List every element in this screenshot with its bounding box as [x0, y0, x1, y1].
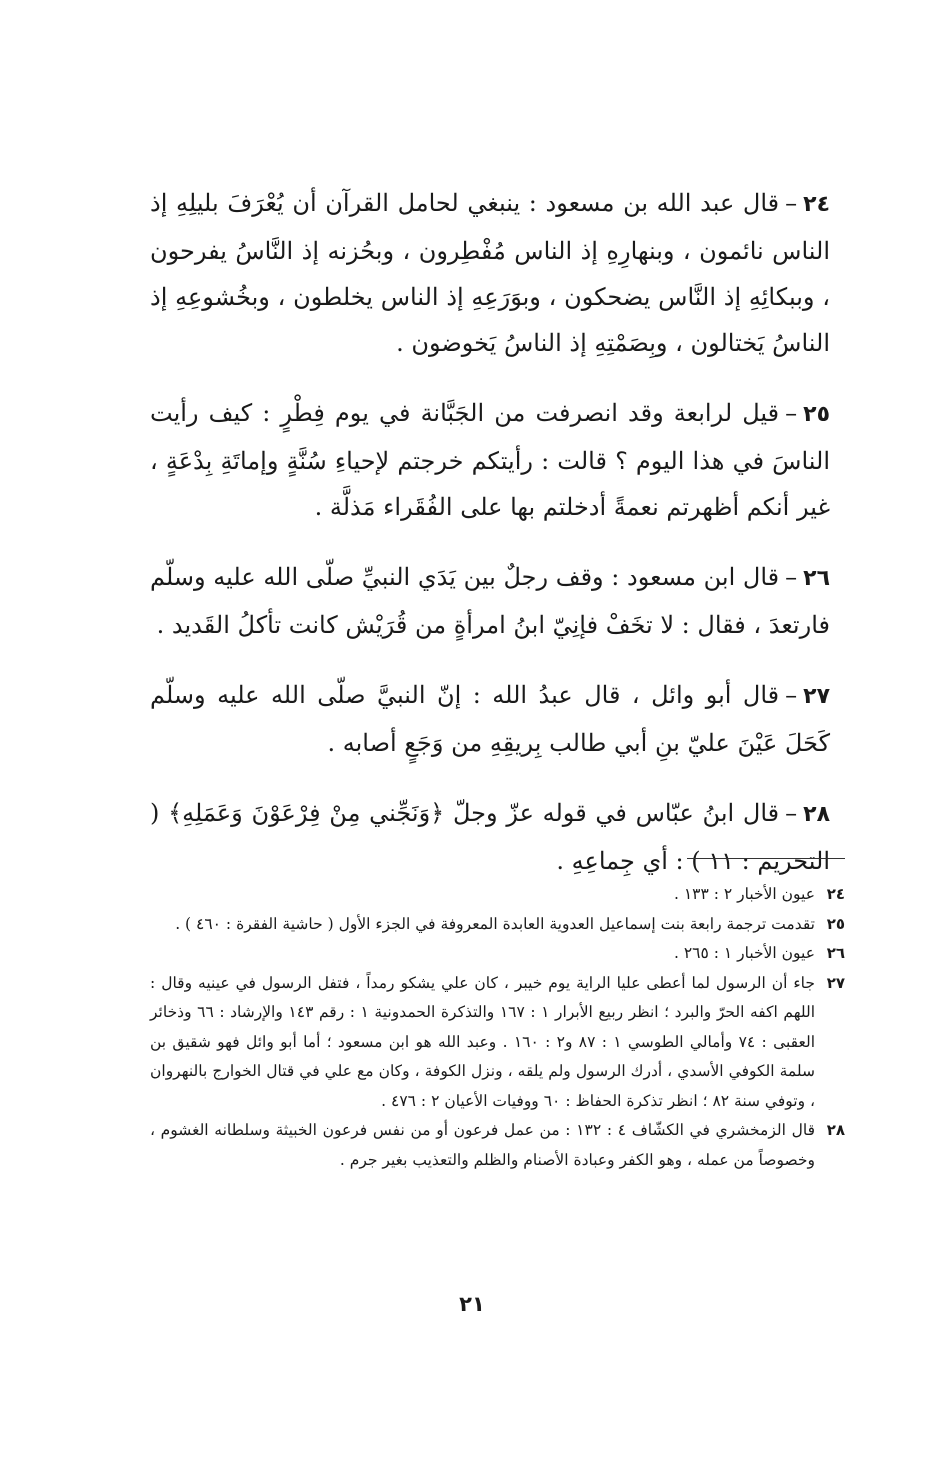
footnote-number: ٢٨	[826, 1121, 845, 1139]
paragraph-number: ٢٧	[803, 684, 830, 709]
footnote-number: ٢٧	[826, 973, 845, 992]
paragraph-text: قال ابنُ عبّاس في قوله عزّ وجلّ ﴿وَنَجِّني مِنْ فِرْعَوْنَ وَعَمَلِهِ﴾ ( التحريم : ١١ ) : أي جِماعِهِ .	[150, 799, 830, 875]
footnote-24	[150, 880, 845, 910]
footnote-text: تقدمت ترجمة رابعة بنت إسماعيل العدوية العابدة المعروفة في الجزء الأول ( حاشية الفقرة : ٤٦٠ ) .	[175, 914, 815, 933]
paragraph-text: قال ابن مسعود : وقف رجلٌ بين يَدَي النبيِّ صلّى الله عليه وسلّم فارتعدَ ، فقال : لا تخَفْ فإنِيّ ابنُ امرأةٍ من قُرَيْش كانت تأكلُ القَديد .	[150, 563, 830, 639]
footnote-divider	[687, 858, 845, 859]
paragraph-number: ٢٥	[803, 402, 831, 427]
main-text-block	[150, 180, 830, 908]
footnote-number: ٢٤	[826, 885, 845, 903]
paragraph-28: ٢٨–قال ابنُ عبّاس في قوله عزّ وجلّ ﴿وَنَجِّني مِنْ فِرْعَوْنَ وَعَمَلِهِ﴾ ( التحريم : ١١ ) : أي جِماعِهِ .	[150, 799, 830, 875]
footnote-text: قال الزمخشري في الكشّاف ٤ : ١٣٢ : من عمل فرعون أو من نفس فرعون الخبيثة وسلطانه الغشوم ، وخصوصاً من عمله ، وهو الكفر وعبادة الأصنام والظلم والتعذيب بغير جرم .	[150, 1121, 815, 1169]
page-number: ٢١	[459, 1292, 485, 1316]
footnotes-block	[150, 880, 845, 1175]
paragraph-text: قال أبو وائل ، قال عبدُ الله : إنّ النبيَّ صلّى الله عليه وسلّم كَحَلَ عَيْنَ عليّ بنِ أبي طالب بِريقِهِ من وَجَعٍ أصابه .	[150, 681, 830, 757]
footnote-text: جاء أن الرسول لما أعطى عليا الراية يوم خيبر ، كان علي يشكو رمداً ، فتفل الرسول في عينيه وقال : اللهم اكفه الحرّ والبرد ؛ انظر ربيع الأبرار ١ : ١٦٧ والتذكرة الحمدونية ١ : رقم ١٤٣ والإرشاد : ٦٦ وذخائر العقبى : ٧٤ وأمالي الطوسي ١ : ٨٧ و٢ : ١٦٠ . وعبد الله هو ابن مسعود ؛ أما أبو وائل فهو شقيق بن سلمة الكوفي الأسدي ، أدرك الرسول ولم يلقه ، ونزل الكوفة ، وكان مع علي في قتال الخوارج بالنهروان ، وتوفي سنة ٨٢ ؛ انظر تذكرة الحفاظ : ٦٠ ووفيات الأعيان ٢ : ٤٧٦ .	[150, 973, 816, 1110]
paragraph-24: ٢٤–قال عبد الله بن مسعود : ينبغي لحامل القرآن أن يُعْرَفَ بليلِهِ إذ الناس نائمون ، وبنهارِهِ إذ الناس مُفْطِرون ، وبحُزنه إذ النَّاسُ يفرحون ، وببكائِهِ إذ النَّاس يضحكون ، وبوَرَعِهِ إذ الناس يخلطون ، وبخُشوعِهِ إذ الناسُ يَختالون ، وبِصَمْتِهِ إذ الناسُ يَخوضون .	[150, 189, 830, 357]
paragraph-number: ٢٨	[803, 802, 830, 827]
paragraph-number: ٢٦	[803, 566, 830, 591]
paragraph-number: ٢٤	[803, 192, 830, 217]
footnote-28	[150, 1116, 845, 1175]
footnote-number: ٢٦	[826, 944, 845, 962]
paragraph-text: قال عبد الله بن مسعود : ينبغي لحامل القرآن أن يُعْرَفَ بليلِهِ إذ الناس نائمون ، وبنهارِهِ إذ الناس مُفْطِرون ، وبحُزنه إذ النَّاسُ يفرحون ، وببكائِهِ إذ النَّاس يضحكون ، وبوَرَعِهِ إذ الناس يخلطون ، وبخُشوعِهِ إذ الناسُ يَختالون ، وبِصَمْتِهِ إذ الناسُ يَخوضون .	[150, 189, 830, 357]
paragraph-26: ٢٦–قال ابن مسعود : وقف رجلٌ بين يَدَي النبيِّ صلّى الله عليه وسلّم فارتعدَ ، فقال : لا تخَفْ فإنِيّ ابنُ امرأةٍ من قُرَيْش كانت تأكلُ القَديد .	[150, 563, 830, 639]
paragraph-text: قيل لرابعة وقد انصرفت من الجَبَّانة في يوم فِطْرٍ : كيف رأيت الناسَ في هذا اليوم ؟ قالت : رأيتكم خرجتم لإحياءِ سُنَّةٍ وإماتَةِ بِدْعَةٍ ، غير أنكم أظهرتم نعمةً أدخلتم بها على الفُقَراء مَذلَّة .	[150, 399, 830, 521]
footnote-27	[150, 969, 845, 1117]
paragraph-27: ٢٧–قال أبو وائل ، قال عبدُ الله : إنّ النبيَّ صلّى الله عليه وسلّم كَحَلَ عَيْنَ عليّ بنِ أبي طالب بِريقِهِ من وَجَعٍ أصابه .	[150, 681, 830, 757]
paragraph-25: ٢٥–قيل لرابعة وقد انصرفت من الجَبَّانة في يوم فِطْرٍ : كيف رأيت الناسَ في هذا اليوم ؟ قالت : رأيتكم خرجتم لإحياءِ سُنَّةٍ وإماتَةِ بِدْعَةٍ ، غير أنكم أظهرتم نعمةً أدخلتم بها على الفُقَراء مَذلَّة .	[150, 399, 831, 521]
footnote-text: عيون الأخبار ١ : ٢٦٥ .	[673, 944, 815, 962]
footnote-25	[150, 910, 845, 940]
footnote-26	[150, 939, 845, 969]
footnote-text: عيون الأخبار ٢ : ١٣٣ .	[673, 885, 815, 903]
footnote-number: ٢٥	[826, 914, 845, 933]
